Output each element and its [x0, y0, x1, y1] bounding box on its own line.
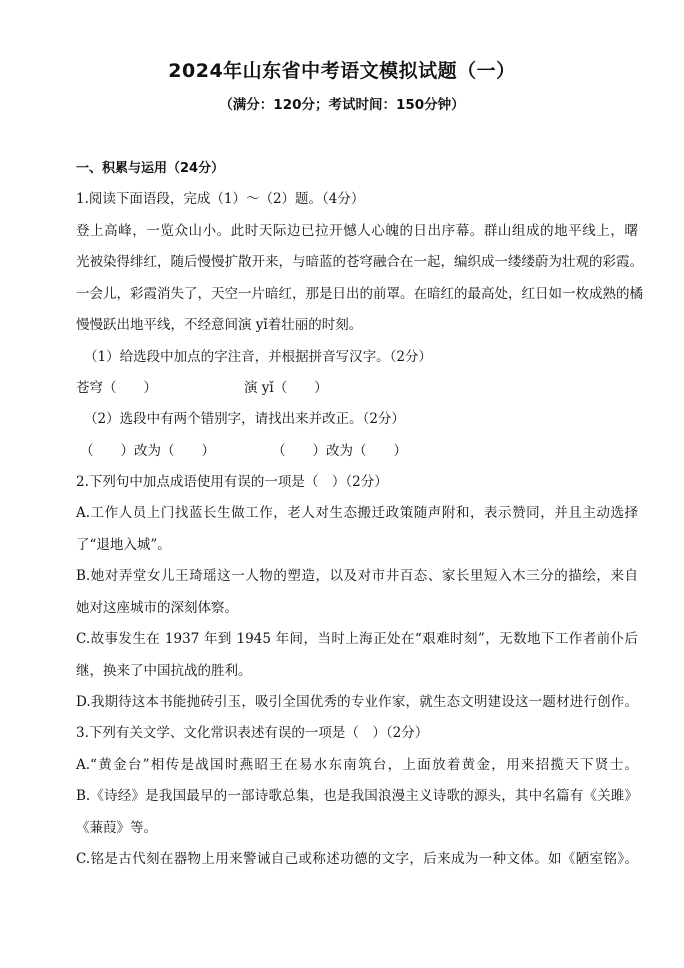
question-3-option-b-line-1: B.《诗经》是我国最早的一部诗歌总集，也是我国浪漫主义诗歌的源头，其中名篇有《关雎》 [76, 788, 638, 804]
question-2-prompt: 2.下列句中加点成语使用有误的一项是（ ）（2分） [76, 474, 388, 490]
passage-line-1: 登上高峰，一览众山小。此时天际边已拉开憾人心魄的日出序幕。群山组成的地平线上，曙 [76, 223, 638, 239]
question-3-option-b-line-2: 《蒹葭》等。 [76, 820, 157, 836]
passage-line-2: 光被染得绯红，随后慢慢扩散开来，与暗蓝的苍穹融合在一起，编织成一缕缕蔚为壮观的彩霞。 [76, 254, 643, 270]
question-2-option-a-line-2: 了“退地入城”。 [76, 537, 171, 553]
passage-line-4: 慢慢跃出地平线，不经意间演 yǐ着壮丽的时刻。 [76, 317, 363, 333]
sub-question-2-item-a: （ ）改为（ ） [80, 443, 215, 459]
question-2-option-a-line-1: A.工作人员上门找蓝长生做工作，老人对生态搬迁政策随声附和，表示赞同，并且主动选择 [76, 505, 638, 521]
question-3-option-a: A.“黄金台”相传是战国时燕昭王在易水东南筑台，上面放着黄金，用来招揽天下贤士。 [76, 757, 638, 773]
passage-line-3: 一会儿，彩霞消失了，天空一片暗红，那是日出的前罩。在暗红的最高处，红日如一枚成熟的橘 [76, 286, 643, 302]
sub-question-1-item-a: 苍穹（ ） [76, 380, 157, 396]
sub-question-2: （2）选段中有两个错别字，请找出来并改正。（2分） [84, 411, 405, 427]
page-subtitle: （满分：120分；考试时间：150分钟） [219, 97, 465, 113]
question-3-prompt: 3.下列有关文学、文化常识表述有误的一项是（ ）（2分） [76, 725, 429, 741]
sub-question-2-item-b: （ ）改为（ ） [272, 443, 407, 459]
question-2-option-b-line-1: B.她对弄堂女儿王琦瑶这一人物的塑造，以及对市井百态、家长里短入木三分的描绘，来自 [76, 568, 638, 584]
question-2-option-b-line-2: 她对这座城市的深刻体察。 [76, 600, 238, 616]
question-2-option-c-line-2: 继，换来了中国抗战的胜利。 [76, 663, 252, 679]
question-2-option-c-line-1: C.故事发生在 1937 年到 1945 年间，当时上海正处在“艰难时刻”，无数地下工作者前仆后 [76, 631, 638, 647]
page-title: 2024年山东省中考语文模拟试题（一） [168, 60, 516, 82]
question-1-prompt: 1.阅读下面语段，完成（1）～（2）题。（4分） [76, 191, 365, 207]
question-3-option-c: C.铭是古代刻在器物上用来警诫自己或称述功德的文字，后来成为一种文体。如《陋室铭》。 [76, 851, 638, 867]
question-2-option-d: D.我期待这本书能抛砖引玉，吸引全国优秀的专业作家，就生态文明建设这一题材进行创作。 [76, 694, 638, 710]
sub-question-1: （1）给选段中加点的字注音，并根据拼音写汉字。（2分） [84, 349, 432, 365]
sub-question-1-item-b: 演 yǐ（ ） [244, 380, 328, 396]
section-heading: 一、积累与运用（24分） [76, 161, 225, 176]
